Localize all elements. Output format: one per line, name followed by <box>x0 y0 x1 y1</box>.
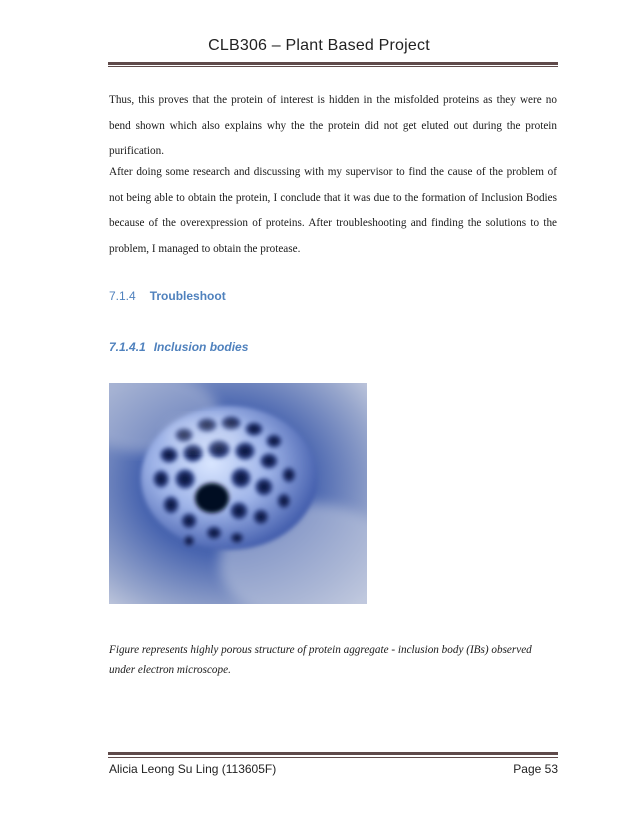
footer-author: Alicia Leong Su Ling (113605F) <box>109 762 277 776</box>
subsection-number: 7.1.4.1 <box>109 340 146 354</box>
body-paragraph-1: Thus, this proves that the protein of interest is hidden in the misfolded proteins as they were no bend shown which also explains why the the protein did not get eluted out during the protein purification. <box>109 94 557 157</box>
inclusion-body-micrograph <box>109 383 367 604</box>
body-paragraph-2: After doing some research and discussing with my supervisor to find the cause of the problem of not being able to obtain the protein, I conclude that it was due to the formation of Inclusion Bodies because of the overexpression of proteins. After troubleshooting and finding the solutions to the problem, I managed to obtain the protease. <box>109 166 557 255</box>
subsection-heading <box>109 340 248 354</box>
page-number: Page 53 <box>513 762 558 776</box>
footer-rule-thin <box>108 757 558 758</box>
figure-caption: Figure represents highly porous structure of protein aggregate - inclusion body (IBs) observed under electron microscope. <box>109 644 532 676</box>
subsection-title: Inclusion bodies <box>153 340 249 354</box>
header-rule <box>108 62 558 65</box>
footer-rule <box>108 752 558 755</box>
header-rule-thin <box>108 66 558 67</box>
section-heading <box>109 289 226 303</box>
running-header-title: CLB306 – Plant Based Project <box>208 37 430 54</box>
section-number: 7.1.4 <box>109 289 136 303</box>
section-title: Troubleshoot <box>149 289 226 303</box>
